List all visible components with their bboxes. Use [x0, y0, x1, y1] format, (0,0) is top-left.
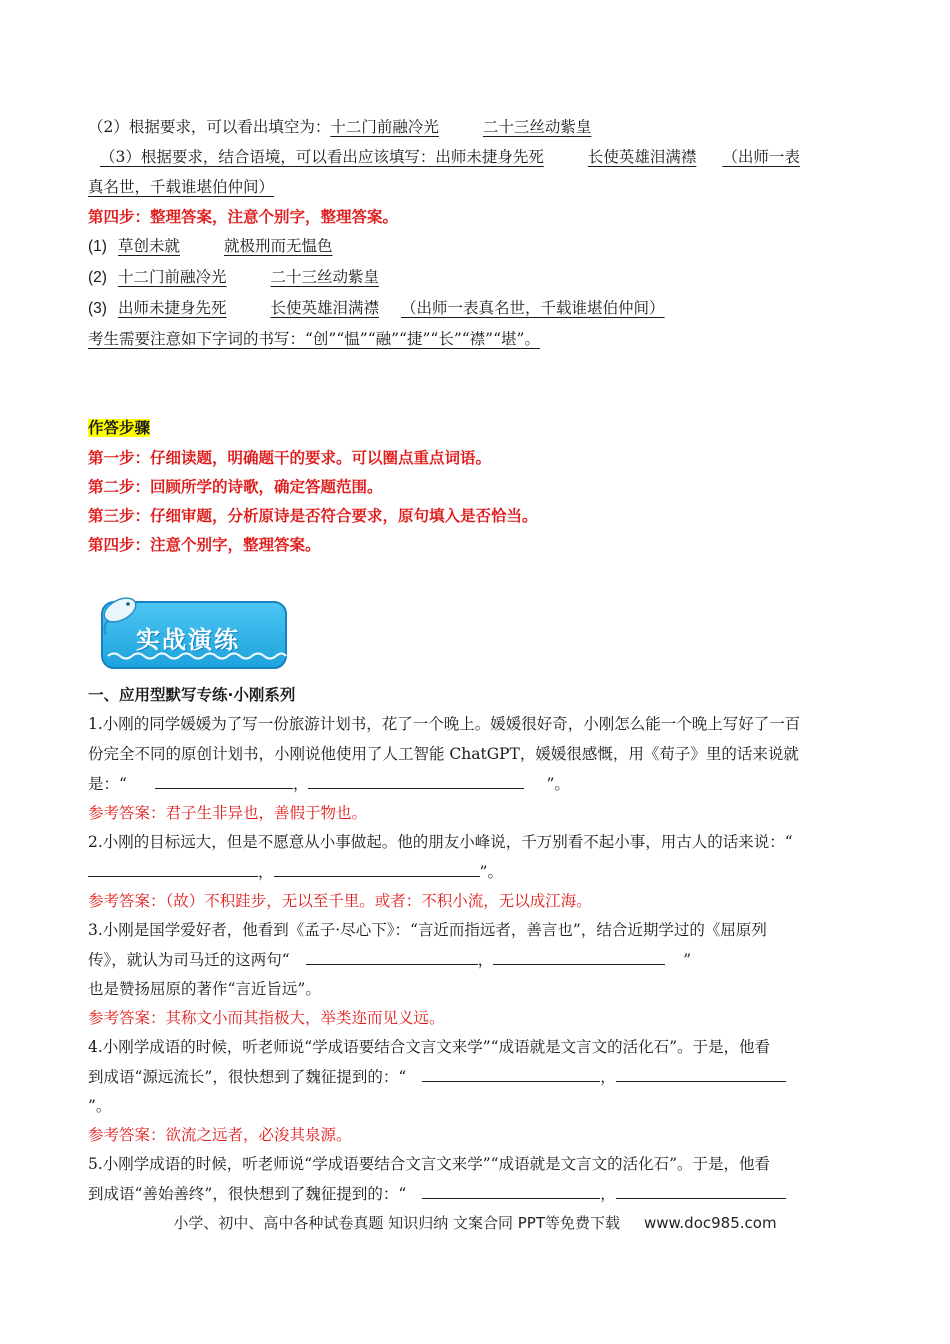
question-3-text: 3.小刚是国学爱好者，他看到《孟子·尽心下》：“言近而指远者，善言也”，结合近期学过的《屈原列	[88, 921, 767, 939]
answer-line-2: (2) 十二门前融冷光 二十三丝动紫皇	[88, 268, 380, 286]
section-title: 一、应用型默写专练·小刚系列	[88, 686, 296, 704]
explain-prefix: （2）根据要求，可以看出填空为：	[88, 118, 331, 136]
fill-blank[interactable]	[308, 774, 524, 789]
page-footer	[0, 1212, 950, 1233]
explain-line-3-cont: 真名世，千载谁堪伯仲间）	[88, 178, 275, 196]
question-5-text: 5.小刚学成语的时候，听老师说“学成语要结合文言文来学”“成语就是文言文的活化石”。于是，他看	[88, 1155, 770, 1173]
question-1-blanks: 是：“ ， ”。	[88, 775, 570, 793]
step-2: 第二步：回顾所学的诗歌，确定答题范围。	[88, 478, 383, 496]
step-four-label: 第四步：整理答案，注意个别字，整理答案。	[88, 208, 399, 226]
fill-blank[interactable]	[88, 862, 258, 877]
question-4-blanks: 到成语“源远流长”，很快想到了魏征提到的：“ ，	[88, 1066, 786, 1088]
answer-text: 十二门前融冷光	[330, 118, 439, 136]
fill-blank[interactable]	[422, 1184, 600, 1199]
question-2-text: 2.小刚的目标远大，但是不愿意从小事做起。他的朋友小峰说，千万别看不起小事，用古人的话来说：“	[88, 833, 793, 851]
question-3-blanks: 传》，就认为司马迁的这两句“ ， ”	[88, 951, 692, 969]
badge-label: 实战演练	[136, 626, 240, 654]
answer-text: 二十三丝动紫皇	[482, 118, 592, 136]
step-1: 第一步：仔细读题，明确题干的要求。可以圈点重点词语。	[88, 449, 492, 467]
question-4-text: 4.小刚学成语的时候，听老师说“学成语要结合文言文来学”“成语就是文言文的活化石”。于是，他看	[88, 1038, 770, 1056]
fill-blank[interactable]	[155, 774, 293, 789]
question-3-text: 也是赞扬屈原的著作“言近旨远”。	[88, 980, 321, 998]
steps-heading: 作答步骤	[88, 419, 151, 437]
explain-line-3	[100, 146, 800, 168]
question-1-text: 1.小刚的同学媛媛为了写一份旅游计划书，花了一个晚上。媛媛很好奇，小刚怎么能一个晚上写好了一百	[88, 715, 801, 733]
answer-line-1: (1) 草创未就 就极刑而无愠色	[88, 237, 333, 255]
footer-text: 小学、初中、高中各种试卷真题 知识归纳 文案合同 PPT等免费下载	[173, 1214, 620, 1232]
answer-text: 出师未捷身先死	[435, 148, 544, 166]
fill-blank[interactable]	[493, 950, 665, 965]
step-3: 第三步：仔细审题，分析原诗是否符合要求，原句填入是否恰当。	[88, 507, 538, 525]
answer-text: （出师一表	[722, 148, 800, 166]
fill-blank[interactable]	[422, 1067, 600, 1082]
practice-badge	[98, 592, 288, 670]
fill-blank[interactable]	[616, 1067, 786, 1082]
answer-2: 参考答案：（故）不积跬步，无以至千里。或者：不积小流，无以成江海。	[88, 892, 592, 910]
answer-line-3: (3) 出师未捷身先死 长使英雄泪满襟 （出师一表真名世，千载谁堪伯仲间）	[88, 299, 665, 317]
question-5-blanks: 到成语“善始善终”，很快想到了魏征提到的：“ ，	[88, 1183, 786, 1205]
answer-1: 参考答案：君子生非异也，善假于物也。	[88, 804, 368, 822]
spelling-note: 考生需要注意如下字词的书写：“创”“愠”“融”“捷”“长”“襟”“堪”。	[88, 330, 540, 348]
answer-4: 参考答案：欲流之远者，必浚其泉源。	[88, 1126, 352, 1144]
question-2-blanks: ， ”。	[88, 861, 503, 883]
explain-line-2	[88, 116, 619, 138]
step-4: 第四步：注意个别字，整理答案。	[88, 536, 321, 554]
question-4-text: ”。	[88, 1097, 112, 1115]
fill-blank[interactable]	[274, 862, 480, 877]
fill-blank[interactable]	[306, 950, 478, 965]
answer-3: 参考答案：其称文小而其指极大，举类迩而见义远。	[88, 1009, 445, 1027]
explain-prefix: （3）根据要求，结合语境，可以看出应该填写：	[100, 148, 436, 166]
question-1-text: 份完全不同的原创计划书，小刚说他使用了人工智能 ChatGPT，媛媛很感慨，用《荀子》里的话来说就	[88, 745, 799, 763]
answer-text: 长使英雄泪满襟	[587, 148, 697, 166]
footer-link[interactable]: www.doc985.com	[643, 1214, 777, 1232]
fill-blank[interactable]	[616, 1184, 786, 1199]
